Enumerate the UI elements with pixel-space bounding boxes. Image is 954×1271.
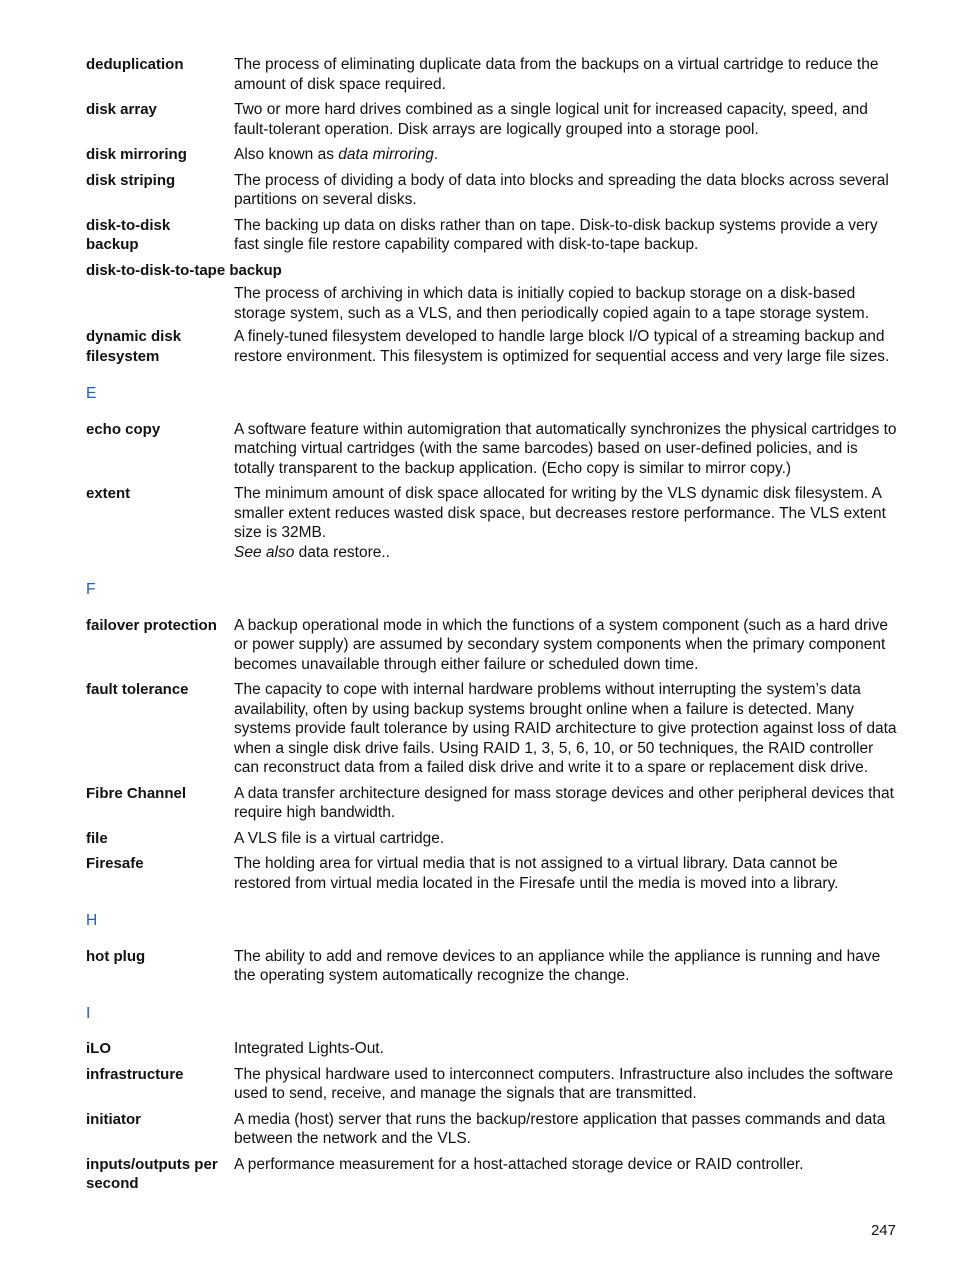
glossary-definition: The process of eliminating duplicate data from the backups on a virtual cartridge to reduce the amount of disk space required. bbox=[234, 56, 879, 93]
glossary-entry bbox=[86, 327, 898, 366]
glossary-entry bbox=[86, 261, 898, 324]
definition-text: The minimum amount of disk space allocated for writing by the VLS dynamic disk filesystem. A smaller extent reduces wasted disk space, but decreases restore performance. The VLS extent size is 32MB. bbox=[234, 485, 886, 541]
glossary-term: file bbox=[86, 829, 108, 847]
section-letter: I bbox=[86, 1004, 91, 1022]
glossary-definition: Two or more hard drives combined as a single logical unit for increased capacity, speed, and fault-tolerant operation. Disk arrays are logically grouped into a storage pool. bbox=[234, 101, 868, 138]
glossary-term: failover protection bbox=[86, 616, 217, 634]
glossary-definition: A data transfer architecture designed for mass storage devices and other peripheral devices that require high bandwidth. bbox=[234, 784, 894, 821]
glossary-entry bbox=[86, 100, 898, 139]
see-also-label: See also bbox=[234, 543, 295, 561]
glossary-term: deduplication bbox=[86, 56, 184, 73]
section-letter: F bbox=[86, 581, 96, 598]
glossary-term: inputs/outputs per second bbox=[86, 1155, 218, 1192]
glossary-definition: The capacity to cope with internal hardware problems without interrupting the system’s data availability, often by using backup systems brought online when a failure is detected. Many systems provide fault tolerance by using RAID architecture to give protection against loss of data when a single disk drive fails. Using RAID 1, 3, 5, 6, 10, or 50 techniques, the RAID controller can reconstruct data from a failed disk drive and write it to a spare or replacement disk drive. bbox=[234, 681, 897, 776]
glossary-term: disk-to-disk-to-tape backup bbox=[86, 261, 282, 279]
section-letter: H bbox=[86, 912, 98, 929]
glossary-definition: A finely-tuned filesystem developed to handle large block I/O typical of a streaming backup and restore environment. This filesystem is optimized for sequential access and very large file sizes. bbox=[234, 328, 890, 365]
glossary-term: fault tolerance bbox=[86, 681, 189, 698]
section-letter: E bbox=[86, 385, 97, 402]
glossary-entry bbox=[86, 216, 898, 255]
glossary-entry bbox=[86, 680, 898, 778]
glossary-definition: The physical hardware used to interconnect computers. Infrastructure also includes the software used to send, receive, and manage the signals that are transmitted. bbox=[234, 1065, 894, 1102]
glossary-definition: A performance measurement for a host-attached storage device or RAID controller. bbox=[234, 1155, 804, 1173]
glossary-term: initiator bbox=[86, 1110, 141, 1128]
glossary-entry bbox=[86, 616, 898, 675]
glossary-entry bbox=[86, 854, 898, 893]
glossary-term: dynamic disk filesystem bbox=[86, 328, 182, 365]
glossary-term: infrastructure bbox=[86, 1065, 184, 1083]
glossary-term: disk-to-disk backup bbox=[86, 216, 171, 253]
glossary-entry bbox=[86, 145, 898, 165]
glossary-definition bbox=[234, 484, 898, 562]
glossary-entry bbox=[86, 947, 898, 986]
glossary-definition: The process of dividing a body of data into blocks and spreading the data blocks across several partitions on several disks. bbox=[234, 171, 889, 208]
glossary-entry bbox=[86, 1110, 898, 1149]
glossary-definition: The backing up data on disks rather than on tape. Disk-to-disk backup systems provide a very fast single file restore capability compared with disk-to-tape backup. bbox=[234, 216, 878, 253]
glossary-definition: The ability to add and remove devices to an appliance while the appliance is running and have the operating system automatically recognize the change. bbox=[234, 947, 881, 984]
glossary-term: disk mirroring bbox=[86, 146, 187, 163]
glossary-content bbox=[86, 55, 898, 1200]
glossary-term: disk array bbox=[86, 101, 157, 118]
glossary-definition: A media (host) server that runs the backup/restore application that passes commands and data between the network and the VLS. bbox=[234, 1110, 886, 1147]
definition-italic-text: data mirroring bbox=[338, 146, 434, 163]
see-also-text: data restore.. bbox=[294, 543, 390, 561]
glossary-term: iLO bbox=[86, 1040, 111, 1057]
glossary-definition bbox=[234, 145, 898, 165]
glossary-definition: A backup operational mode in which the functions of a system component (such as a hard drive or power supply) are assumed by secondary system components when the primary component becomes unavailable through either failure or scheduled down time. bbox=[234, 616, 888, 673]
glossary-entry bbox=[86, 484, 898, 562]
glossary-definition: A VLS file is a virtual cartridge. bbox=[234, 829, 445, 847]
glossary-term: Firesafe bbox=[86, 855, 144, 872]
glossary-term: Fibre Channel bbox=[86, 784, 187, 802]
glossary-entry bbox=[86, 420, 898, 479]
glossary-term: disk striping bbox=[86, 171, 176, 189]
page-number: 247 bbox=[870, 1222, 896, 1239]
definition-text: Also known as bbox=[234, 146, 339, 163]
glossary-term: extent bbox=[86, 485, 131, 502]
glossary-entry bbox=[86, 55, 898, 94]
glossary-term: echo copy bbox=[86, 420, 161, 438]
glossary-definition: Integrated Lights-Out. bbox=[234, 1040, 384, 1057]
glossary-entry bbox=[86, 829, 898, 849]
glossary-term: hot plug bbox=[86, 947, 146, 965]
definition-text: . bbox=[433, 146, 439, 163]
glossary-entry bbox=[86, 1039, 898, 1059]
glossary-definition: The holding area for virtual media that is not assigned to a virtual library. Data cannot be restored from virtual media located in the Firesafe until the media is moved into a library. bbox=[234, 855, 839, 892]
glossary-entry bbox=[86, 1065, 898, 1104]
glossary-entry bbox=[86, 171, 898, 210]
glossary-entry bbox=[86, 784, 898, 823]
glossary-definition: A software feature within automigration that automatically synchronizes the physical cartridges to matching virtual cartridges (with the same barcodes) based on user-defined policies, and is totally transparent to the backup application. (Echo copy is similar to mirror copy.) bbox=[234, 420, 897, 477]
glossary-entry bbox=[86, 1155, 898, 1194]
glossary-definition: The process of archiving in which data is initially copied to backup storage on a disk-based storage system, such as a VLS, and then periodically copied again to a tape storage system. bbox=[234, 285, 870, 322]
